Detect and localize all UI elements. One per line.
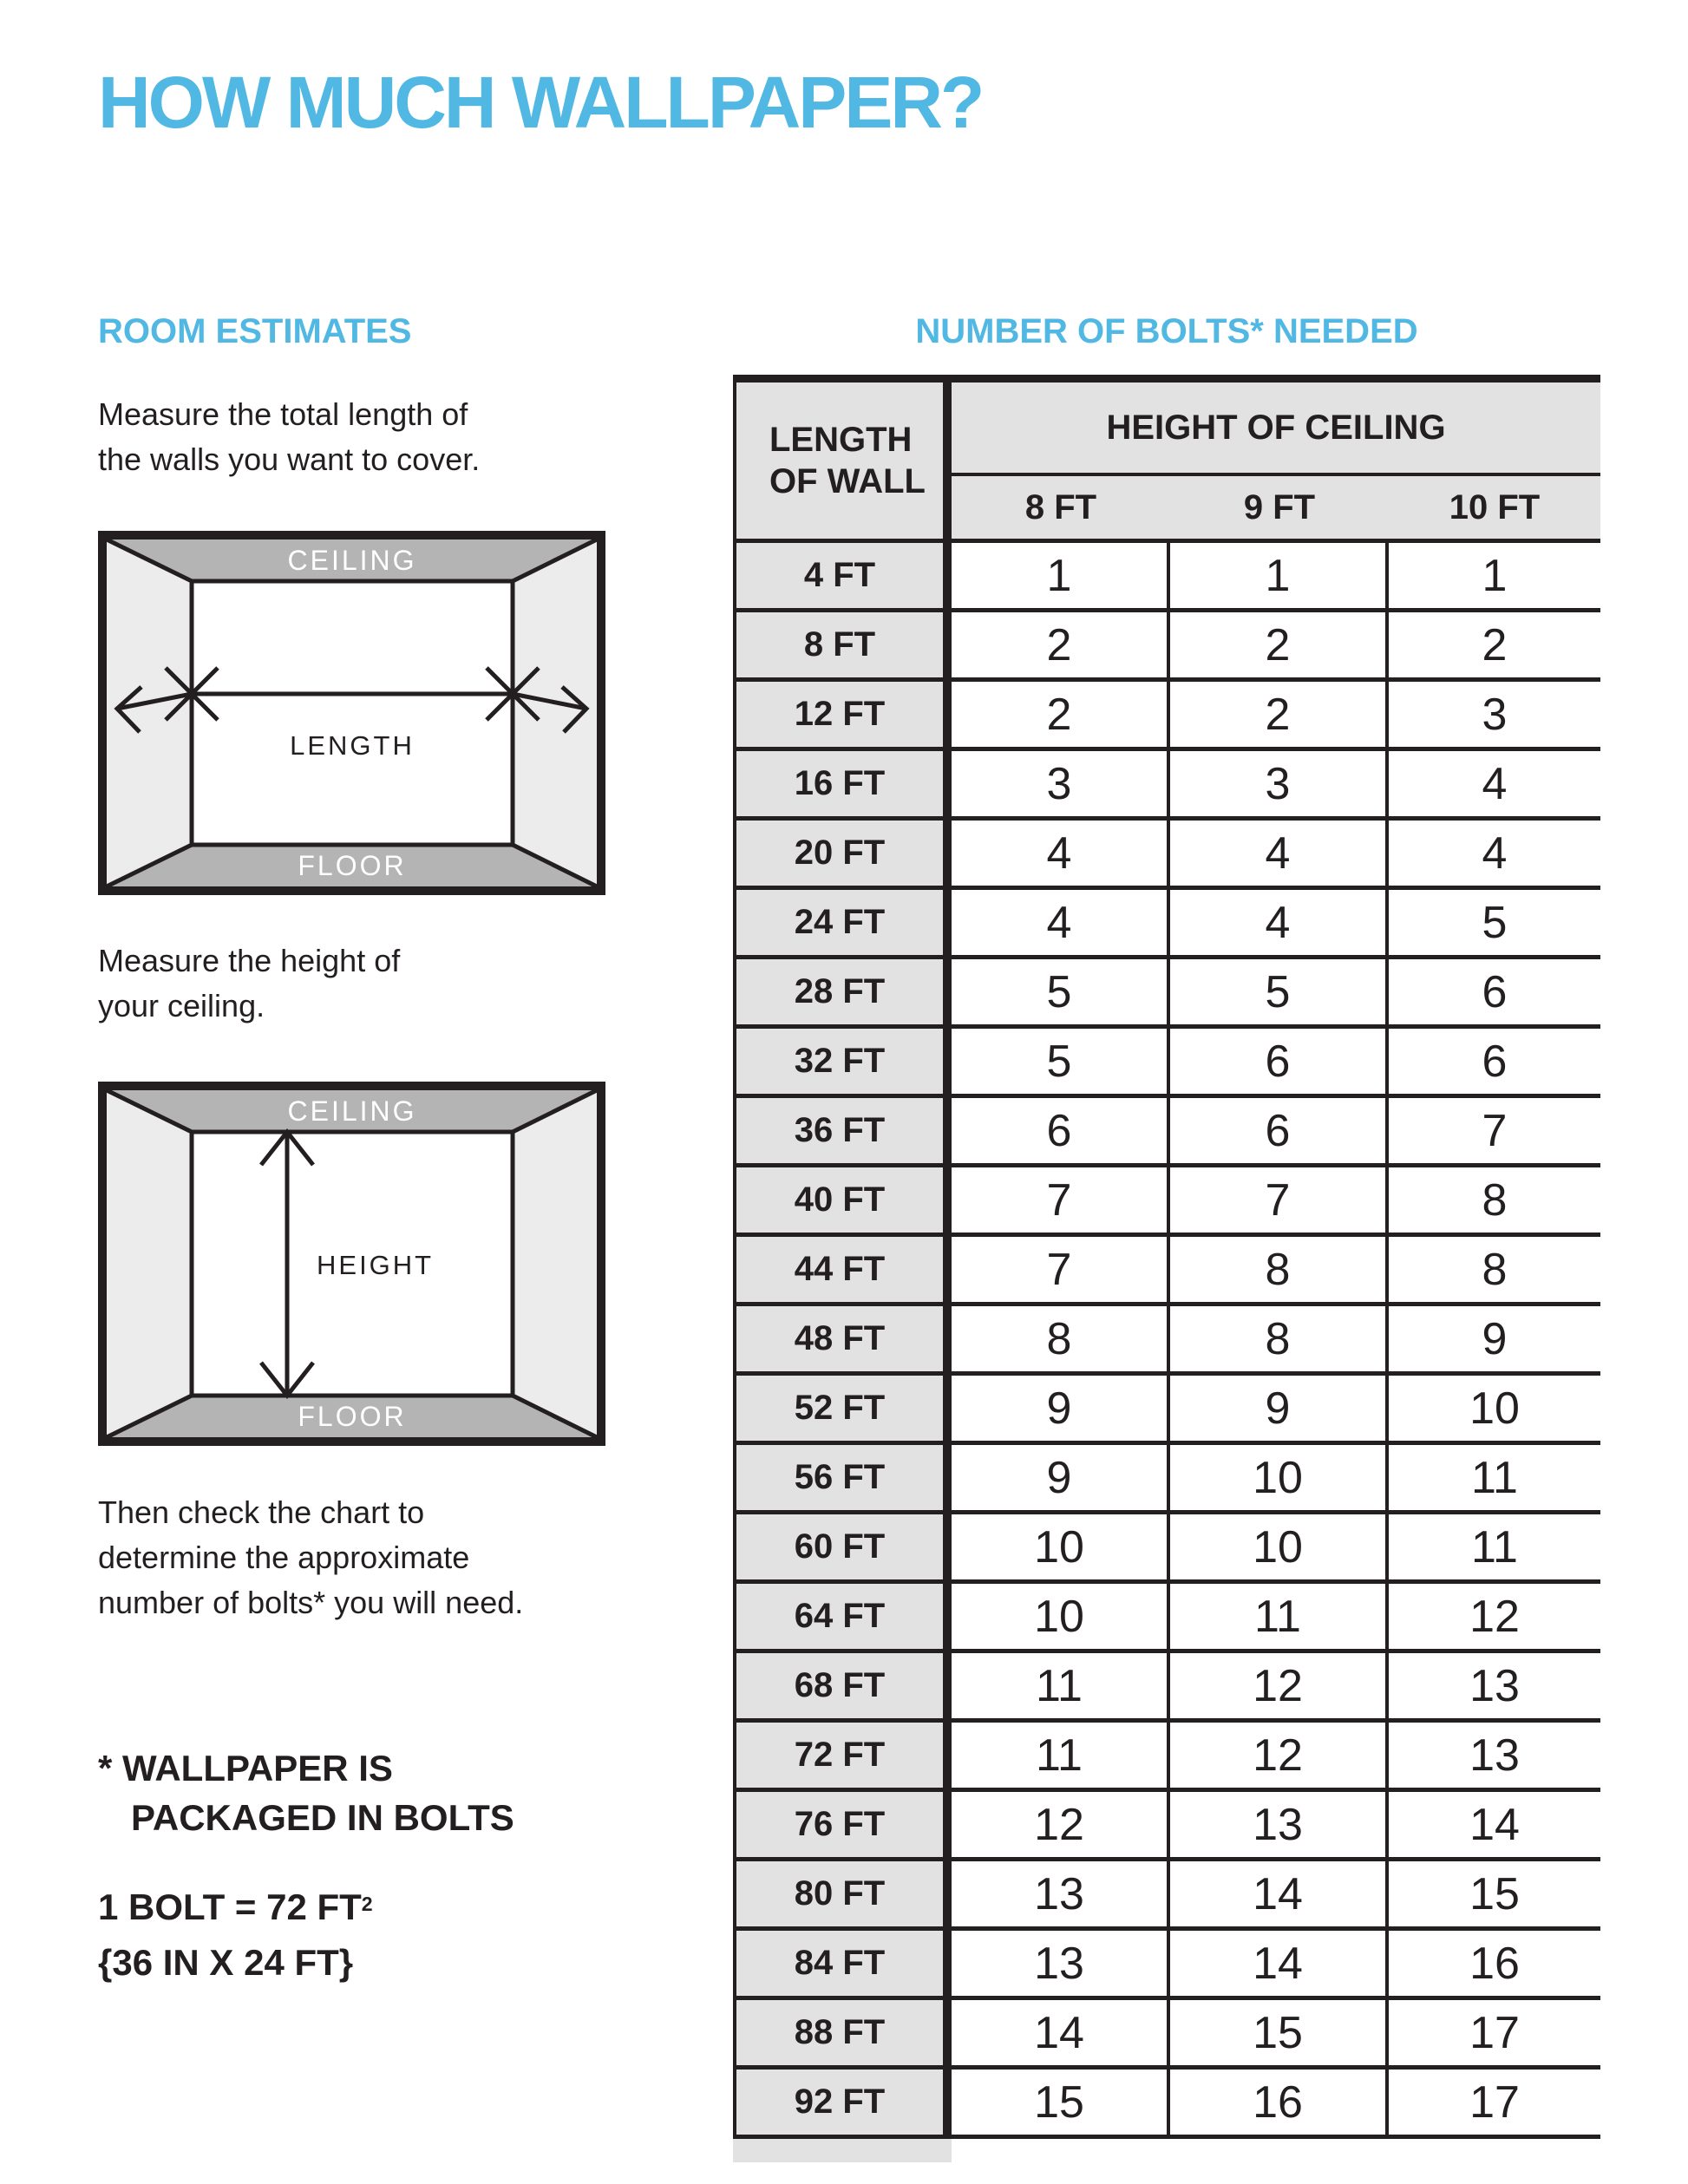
- height-label: HEIGHT: [317, 1250, 435, 1280]
- bolt-equation: 1 BOLT = 72 $FT^2$: [98, 1886, 373, 1927]
- room-length-diagram: [98, 531, 605, 895]
- table-row: [733, 1514, 1600, 1584]
- paragraph-line: determine the approximate: [98, 1540, 470, 1575]
- value-cell: 2: [1389, 612, 1600, 677]
- value-cell: 11: [1389, 1445, 1600, 1510]
- bolt-dimensions: {36 IN X 24 FT}: [98, 1942, 354, 1983]
- table-row: [733, 890, 1600, 959]
- row-label: 72 FT: [733, 1723, 952, 1788]
- value-cell: 7: [1170, 1167, 1389, 1233]
- value-cell: 13: [952, 1861, 1170, 1926]
- table-row: [733, 543, 1600, 612]
- value-cell: 4: [1170, 821, 1389, 886]
- row-label: 76 FT: [733, 1792, 952, 1857]
- value-cell: 12: [1170, 1723, 1389, 1788]
- superscript-2: 2: [361, 1892, 373, 1915]
- value-cell: 12: [952, 1792, 1170, 1857]
- row-label: 92 FT: [733, 2070, 952, 2135]
- value-cell: 4: [952, 890, 1170, 955]
- instruction-paragraph-3: [98, 1490, 523, 1625]
- value-cell: 10: [1170, 1445, 1389, 1510]
- value-cell: 5: [952, 959, 1170, 1024]
- value-cell: 12: [1170, 1653, 1389, 1718]
- table-body: [733, 543, 1600, 2139]
- value-cell: 8: [1389, 1237, 1600, 1302]
- column-header-area: [952, 383, 1600, 539]
- value-cell: 10: [952, 1514, 1170, 1579]
- table-row: [733, 1376, 1600, 1445]
- row-label: 24 FT: [733, 890, 952, 955]
- row-label: 80 FT: [733, 1861, 952, 1926]
- length-label: LENGTH: [290, 730, 415, 761]
- value-cell: 4: [1170, 890, 1389, 955]
- value-cell: 11: [1170, 1584, 1389, 1649]
- column-header-10ft: 10 FT: [1449, 487, 1541, 526]
- row-header-cell: LENGTH OF WALL: [733, 383, 952, 539]
- value-cell: 17: [1389, 2000, 1600, 2065]
- paragraph-line: number of bolts* you will need.: [98, 1585, 524, 1620]
- table-row: [733, 1792, 1600, 1861]
- value-cell: 8: [1170, 1306, 1389, 1371]
- value-cell: 6: [1389, 1029, 1600, 1094]
- table-row: [733, 1167, 1600, 1237]
- row-label: 60 FT: [733, 1514, 952, 1579]
- value-cell: 13: [952, 1931, 1170, 1996]
- value-cell: 14: [1170, 1861, 1389, 1926]
- table-row: [733, 682, 1600, 751]
- value-cell: 7: [952, 1167, 1170, 1233]
- value-cell: 1: [1170, 543, 1389, 608]
- row-label: 88 FT: [733, 2000, 952, 2065]
- value-cell: 2: [1170, 612, 1389, 677]
- value-cell: 9: [1389, 1306, 1600, 1371]
- row-label: 16 FT: [733, 751, 952, 816]
- table-cropped-stub: [733, 2139, 952, 2162]
- value-cell: 2: [952, 682, 1170, 747]
- table-row: [733, 1584, 1600, 1653]
- row-label: 8 FT: [733, 612, 952, 677]
- row-label: 44 FT: [733, 1237, 952, 1302]
- value-cell: 14: [952, 2000, 1170, 2065]
- value-cell: 14: [1389, 1792, 1600, 1857]
- value-cell: 5: [1170, 959, 1389, 1024]
- row-label: 36 FT: [733, 1098, 952, 1163]
- value-cell: 10: [1170, 1514, 1389, 1579]
- value-cell: 8: [1389, 1167, 1600, 1233]
- instruction-paragraph-2: [98, 938, 400, 1029]
- table-row: [733, 751, 1600, 821]
- value-cell: 4: [1389, 751, 1600, 816]
- value-cell: 5: [952, 1029, 1170, 1094]
- paragraph-line: Measure the height of: [98, 943, 401, 978]
- table-row: [733, 1861, 1600, 1931]
- row-label: 48 FT: [733, 1306, 952, 1371]
- instruction-paragraph-1: [98, 392, 480, 482]
- row-label: 12 FT: [733, 682, 952, 747]
- value-cell: 2: [1170, 682, 1389, 747]
- ceiling-label: CEILING: [287, 1095, 417, 1127]
- paragraph-line: Then check the chart to: [98, 1494, 425, 1530]
- value-cell: 7: [952, 1237, 1170, 1302]
- value-cell: 4: [952, 821, 1170, 886]
- floor-label: FLOOR: [298, 850, 407, 881]
- table-row: [733, 959, 1600, 1029]
- table-row: [733, 1653, 1600, 1723]
- value-cell: 3: [1389, 682, 1600, 747]
- paragraph-line: your ceiling.: [98, 988, 265, 1023]
- value-cell: 3: [952, 751, 1170, 816]
- value-cell: 10: [1389, 1376, 1600, 1441]
- table-row: [733, 1029, 1600, 1098]
- value-cell: 3: [1170, 751, 1389, 816]
- value-cell: 1: [952, 543, 1170, 608]
- row-label: 32 FT: [733, 1029, 952, 1094]
- table-row: [733, 2000, 1600, 2070]
- value-cell: 9: [952, 1376, 1170, 1441]
- row-label: 40 FT: [733, 1167, 952, 1233]
- table-row: [733, 1306, 1600, 1376]
- value-cell: 13: [1389, 1653, 1600, 1718]
- column-header-8ft: 8 FT: [1024, 487, 1097, 526]
- row-label: 4 FT: [733, 543, 952, 608]
- row-label: 64 FT: [733, 1584, 952, 1649]
- column-group-header: HEIGHT OF CEILING: [952, 383, 1600, 476]
- table-heading: NUMBER OF BOLTS* NEEDED: [915, 312, 1418, 350]
- value-cell: 15: [952, 2070, 1170, 2135]
- floor-label: FLOOR: [298, 1401, 407, 1432]
- table-row: [733, 1098, 1600, 1167]
- table-header: [733, 383, 1600, 543]
- value-cell: 4: [1389, 821, 1600, 886]
- value-cell: 13: [1389, 1723, 1600, 1788]
- value-cell: 6: [1170, 1029, 1389, 1094]
- value-cell: 10: [952, 1584, 1170, 1649]
- value-cell: 11: [952, 1723, 1170, 1788]
- row-label: 84 FT: [733, 1931, 952, 1996]
- footnote-line: PACKAGED IN BOLTS: [131, 1797, 514, 1838]
- value-cell: 16: [1170, 2070, 1389, 2135]
- value-cell: 11: [952, 1653, 1170, 1718]
- bolt-equivalence: [98, 1882, 373, 1987]
- value-cell: 12: [1389, 1584, 1600, 1649]
- value-cell: 15: [1170, 2000, 1389, 2065]
- value-cell: 6: [1389, 959, 1600, 1024]
- value-cell: 9: [952, 1445, 1170, 1510]
- room-estimates-heading: ROOM ESTIMATES: [98, 312, 412, 350]
- value-cell: 15: [1389, 1861, 1600, 1926]
- value-cell: 13: [1170, 1792, 1389, 1857]
- value-cell: 1: [1389, 543, 1600, 608]
- value-cell: 16: [1389, 1931, 1600, 1996]
- table-row: [733, 821, 1600, 890]
- value-cell: 14: [1170, 1931, 1389, 1996]
- column-subheaders: [952, 476, 1600, 539]
- value-cell: 8: [1170, 1237, 1389, 1302]
- bolts-table: [733, 375, 1600, 2162]
- value-cell: 6: [1170, 1098, 1389, 1163]
- table-row: [733, 1237, 1600, 1306]
- value-cell: 9: [1170, 1376, 1389, 1441]
- ceiling-label: CEILING: [287, 545, 417, 576]
- room-height-diagram: [98, 1082, 605, 1446]
- value-cell: 2: [952, 612, 1170, 677]
- column-header-9ft: 9 FT: [1243, 487, 1316, 526]
- page-title: HOW MUCH WALLPAPER?: [98, 62, 983, 143]
- value-cell: 11: [1389, 1514, 1600, 1579]
- room-back-wall: [192, 581, 513, 845]
- row-label: 20 FT: [733, 821, 952, 886]
- table-row: [733, 1445, 1600, 1514]
- footnote-line: * WALLPAPER IS: [98, 1748, 393, 1788]
- table-row: [733, 1931, 1600, 2000]
- table-row: [733, 1723, 1600, 1792]
- value-cell: 8: [952, 1306, 1170, 1371]
- value-cell: 7: [1389, 1098, 1600, 1163]
- value-cell: 5: [1389, 890, 1600, 955]
- table-row: [733, 2070, 1600, 2139]
- paragraph-line: the walls you want to cover.: [98, 441, 481, 477]
- bolt-footnote: [98, 1743, 514, 1842]
- value-cell: 6: [952, 1098, 1170, 1163]
- value-cell: 17: [1389, 2070, 1600, 2135]
- paragraph-line: Measure the total length of: [98, 396, 468, 432]
- row-label: 52 FT: [733, 1376, 952, 1441]
- row-label: 28 FT: [733, 959, 952, 1024]
- table-row: [733, 612, 1600, 682]
- row-label: 68 FT: [733, 1653, 952, 1718]
- row-label: 56 FT: [733, 1445, 952, 1510]
